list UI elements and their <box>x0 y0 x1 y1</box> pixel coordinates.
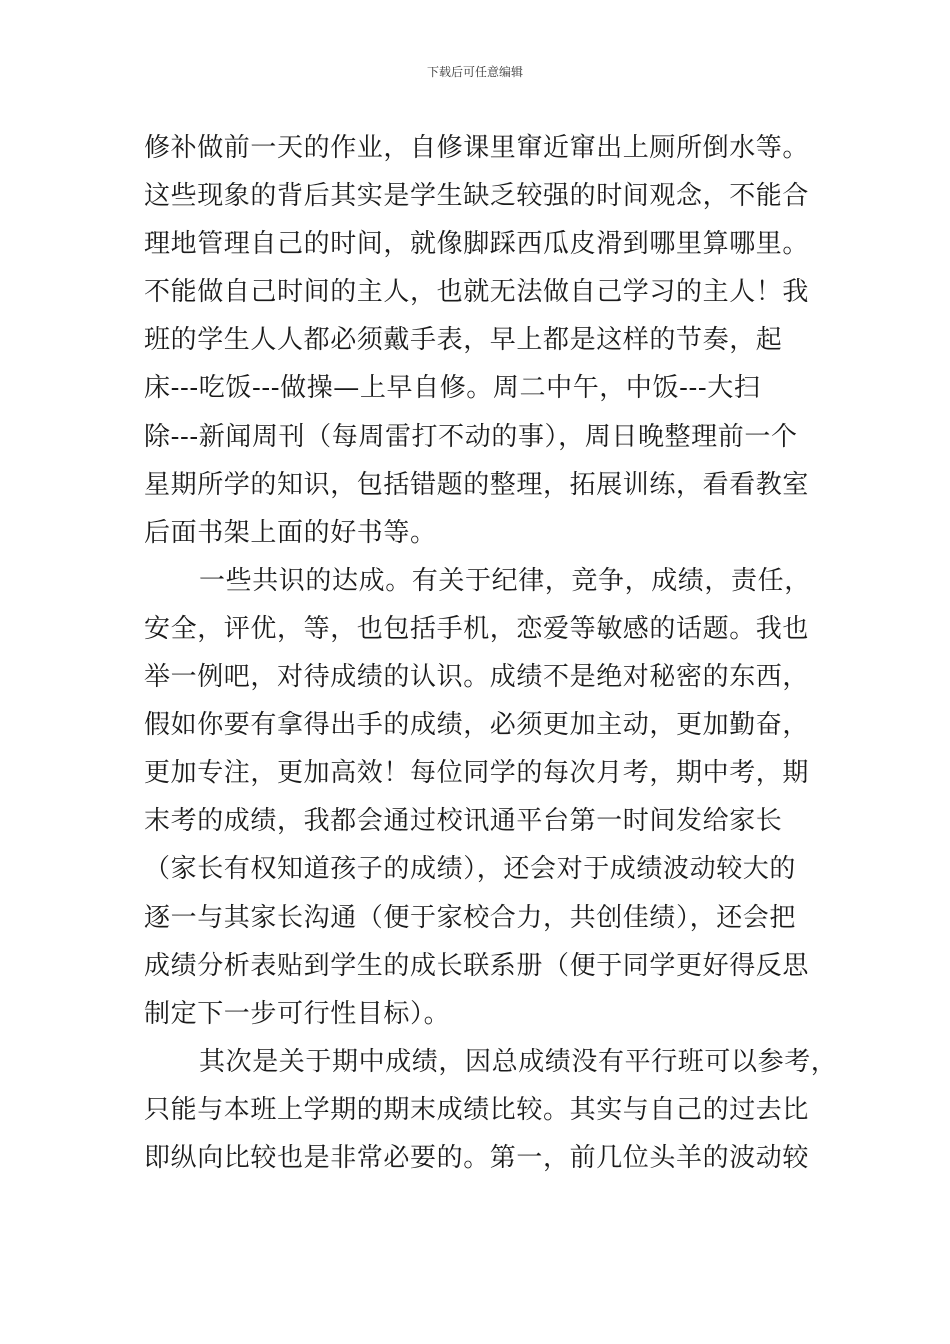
paragraph-midterm-results <box>144 1038 838 1182</box>
body-text <box>144 124 838 1182</box>
text-line: 更加专注，更加高效！每位同学的每次月考，期中考，期 <box>144 758 810 789</box>
text-line: 星期所学的知识，包括错题的整理，拓展训练，看看教室 <box>144 469 810 500</box>
text-line: 一些共识的达成。有关于纪律，竞争，成绩，责任， <box>199 565 811 596</box>
text-line: 修补做前一天的作业，自修课里窜近窜出上厕所倒水等。 <box>144 133 810 163</box>
text-line: 成绩分析表贴到学生的成长联系册（便于同学更好得反思 <box>144 950 810 981</box>
text-line: 即纵向比较也是非常必要的。第一，前几位头羊的波动较 <box>144 1142 810 1173</box>
text-line: 班的学生人人都必须戴手表，早上都是这样的节奏，起 <box>144 325 783 356</box>
page-header-note: 下载后可任意编辑 <box>426 65 523 79</box>
text-line: 这些现象的背后其实是学生缺乏较强的时间观念，不能合 <box>144 181 810 212</box>
text-line: 床---吃饭---做操—上早自修。周二中午，中饭---大扫 <box>144 373 761 404</box>
text-line: 逐一与其家长沟通（便于家校合力，共创佳绩），还会把 <box>144 902 797 933</box>
text-line: 后面书架上面的好书等。 <box>144 517 437 548</box>
text-line: 不能做自己时间的主人，也就无法做自己学习的主人！我 <box>144 277 810 308</box>
text-line: 举一例吧，对待成绩的认识。成绩不是绝对秘密的东西， <box>144 662 810 693</box>
text-line: 末考的成绩，我都会通过校讯通平台第一时间发给家长 <box>144 806 783 837</box>
text-line: 安全，评优，等，也包括手机，恋爱等敏感的话题。我也 <box>144 613 810 644</box>
text-line: 除---新闻周刊（每周雷打不动的事），周日晚整理前一个 <box>144 421 798 452</box>
text-line: 假如你要有拿得出手的成绩，必须更加主动，更加勤奋， <box>144 710 810 741</box>
text-line: 其次是关于期中成绩，因总成绩没有平行班可以参考， <box>199 1046 838 1077</box>
text-line: 只能与本班上学期的期末成绩比较。其实与自己的过去比 <box>144 1094 810 1125</box>
paragraph-consensus <box>144 557 834 1038</box>
text-line: 制定下一步可行性目标）。 <box>144 998 451 1029</box>
paragraph-time-management <box>144 124 834 557</box>
text-line: （家长有权知道孩子的成绩），还会对于成绩波动较大的 <box>144 854 797 885</box>
text-line: 理地管理自己的时间，就像脚踩西瓜皮滑到哪里算哪里。 <box>144 229 810 260</box>
